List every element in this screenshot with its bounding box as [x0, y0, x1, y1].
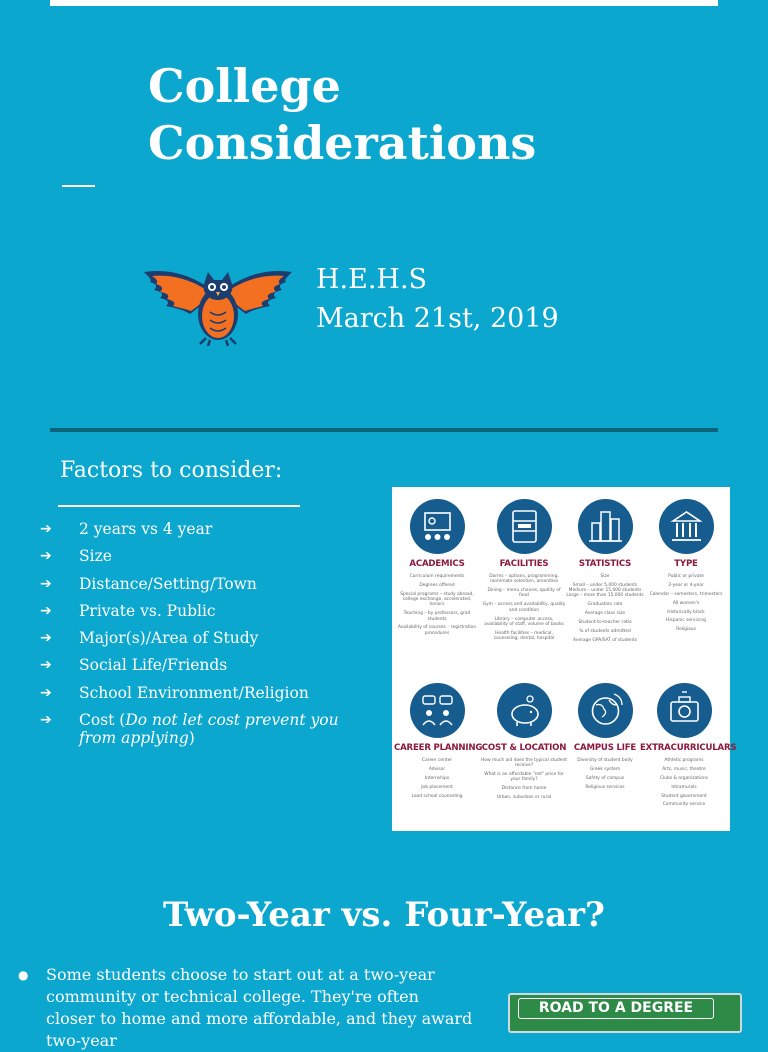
road-sign-label: ROAD TO A DEGREE: [518, 998, 714, 1019]
arrow-icon: ➔: [40, 521, 52, 537]
title-underline: [62, 185, 95, 187]
owl-mascot-logo: [140, 262, 296, 346]
city-buildings-icon: [578, 499, 633, 554]
arrow-icon: ➔: [40, 657, 52, 674]
factors-underline: [58, 505, 300, 507]
college-factors-infographic: [392, 487, 737, 831]
list-item: ➔ Major(s)/Area of Study: [40, 629, 259, 648]
section-divider: [50, 428, 718, 432]
bullet-icon: ●: [18, 968, 29, 982]
list-item: ➔ Size: [40, 547, 112, 566]
category-statistics: STATISTICS Size Small – under 5,000 students Medium – under 15,000 students Large – more than 15,000 students Graduation rate Average class size Student-to-teacher ratio % of students admitted Average GPA/SAT of students: [564, 499, 646, 647]
presentation-icon: [410, 499, 465, 554]
category-academics: ACADEMICS Curriculum requirements Degrees offered Special programs – study abroad, college exchange, accelerated, honors Teaching – by professors, grad students Availability of courses – registration procedures: [397, 499, 477, 640]
piggy-bank-icon: [497, 683, 552, 738]
arrow-icon: ➔: [40, 548, 52, 565]
list-item: ● Some students choose to start out at a two-year community or technical college. They're often closer to home and more affordable, and they award two-year: [18, 965, 473, 1050]
list-item: ➔ Social Life/Friends: [40, 656, 228, 675]
list-item: ➔ 2 years vs 4 year: [40, 520, 213, 538]
road-to-a-degree-sign: [508, 993, 742, 1033]
arrow-icon: ➔: [40, 630, 52, 647]
school-name: H.E.H.S: [316, 264, 428, 295]
category-cost-location: COST & LOCATION How much aid does the typical student receive? What is an affordable "net" price for your family? Distance from home Urban, suburban or rural: [480, 683, 568, 804]
arrow-icon: ➔: [40, 602, 52, 619]
arrow-icon: ➔: [40, 575, 52, 592]
list-item: ➔ Private vs. Public: [40, 601, 216, 620]
category-type: TYPE Public or private 2-year or 4-year Calendar – semesters, trimesters All women's Historically black Hispanic servicing Religious: [646, 499, 726, 636]
list-item: ➔ Distance/Setting/Town: [40, 574, 257, 593]
globe-icon: [578, 683, 633, 738]
factors-list: [40, 520, 375, 747]
list-item-cost: ➔ Cost (Do not let cost prevent you from applying): [40, 711, 339, 748]
camera-icon: [657, 683, 712, 738]
speech-bubbles-people-icon: [410, 683, 465, 738]
list-item: ➔ School Environment/Religion: [40, 683, 309, 702]
event-date: March 21st, 2019: [316, 303, 559, 334]
arrow-icon: ➔: [40, 684, 52, 701]
institution-building-icon: [659, 499, 714, 554]
category-campus-life: CAMPUS LIFE Diversity of student body Greek system Safety of campus Religious services: [564, 683, 646, 794]
factors-heading: Factors to consider:: [60, 458, 283, 483]
arrow-icon: ➔: [40, 712, 52, 729]
category-career-planning: CAREER PLANNING Career center Advisor Internships Job placement Lead school counseling: [394, 683, 480, 802]
category-facilities: FACILITIES Dorms – options, programming, roommate selection, amenities Dining – menu choices, quality of food Gym – access and availability, quality and condition Library – computer access, availability of staff, volume of books Health facilities – medical, counseling, dental, hospital: [482, 499, 566, 645]
category-extracurriculars: EXTRACURRICULARS Athletic programs Arts, music, theatre Clubs & organizations Intramurals Student government Community service: [640, 683, 728, 811]
dorm-room-icon: [497, 499, 552, 554]
two-year-heading: Two-Year vs. Four-Year?: [163, 895, 605, 935]
page-title: College Considerations: [148, 59, 537, 170]
top-bar: [50, 0, 718, 6]
